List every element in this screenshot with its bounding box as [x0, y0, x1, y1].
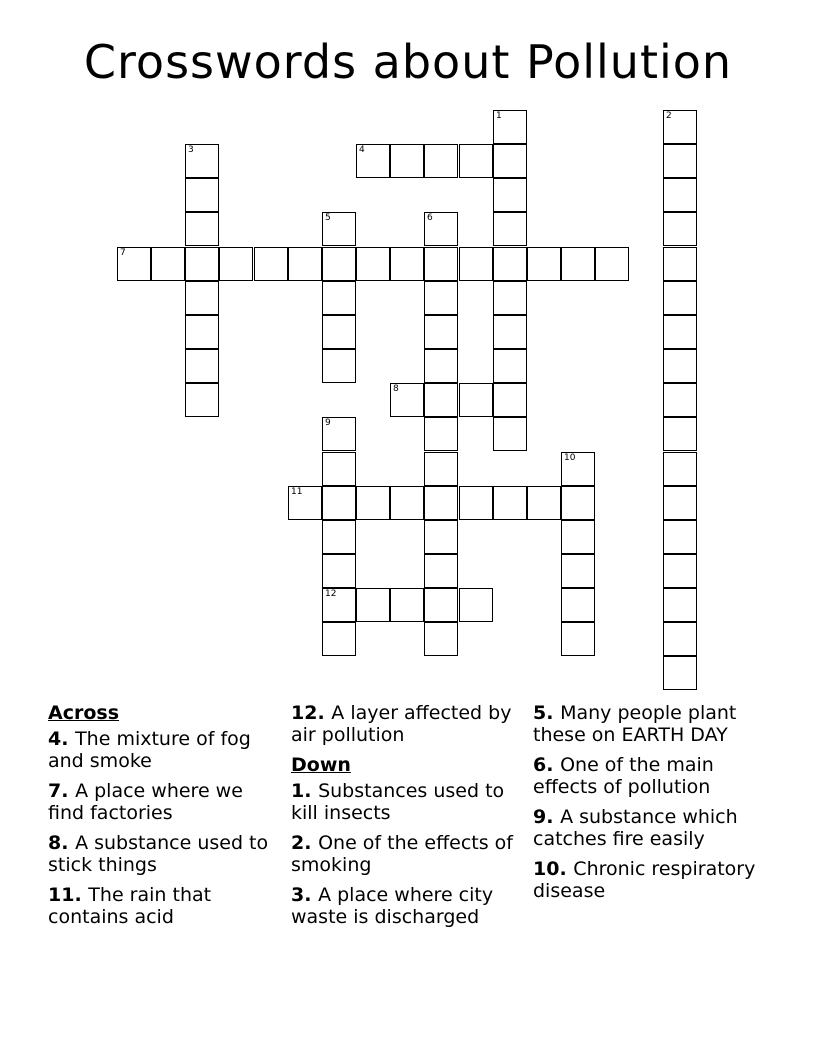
- grid-cell[interactable]: [151, 247, 185, 281]
- grid-cell[interactable]: [459, 383, 493, 417]
- grid-cell[interactable]: [322, 452, 356, 486]
- grid-cell[interactable]: [493, 110, 527, 144]
- clue-number: 4: [359, 145, 365, 155]
- grid-cell[interactable]: [459, 588, 493, 622]
- grid-cell[interactable]: [322, 520, 356, 554]
- grid-cell[interactable]: [663, 486, 697, 520]
- grid-cell[interactable]: [424, 417, 458, 451]
- clue-number: 9: [325, 418, 331, 428]
- grid-cell[interactable]: [561, 588, 595, 622]
- grid-cell[interactable]: [663, 178, 697, 212]
- clues-column-1: [48, 702, 278, 936]
- grid-cell[interactable]: [117, 247, 151, 281]
- clue-number: 3: [188, 145, 194, 155]
- grid-cell[interactable]: [493, 178, 527, 212]
- clue-number: 1: [496, 111, 502, 121]
- grid-cell[interactable]: [390, 486, 424, 520]
- clue-down-5: 5. Many people plant these on EARTH DAY: [533, 702, 737, 746]
- grid-cell[interactable]: [527, 486, 561, 520]
- grid-cell[interactable]: [254, 247, 288, 281]
- grid-cell[interactable]: [424, 349, 458, 383]
- grid-cell[interactable]: [322, 349, 356, 383]
- grid-cell[interactable]: [322, 281, 356, 315]
- clue-down-2: 2. One of the effects of smoking: [291, 832, 513, 876]
- grid-cell[interactable]: [322, 554, 356, 588]
- grid-cell[interactable]: [390, 247, 424, 281]
- grid-cell[interactable]: [424, 486, 458, 520]
- grid-cell[interactable]: [663, 281, 697, 315]
- clues-column-2: [291, 702, 521, 936]
- grid-cell[interactable]: [595, 247, 629, 281]
- grid-cell[interactable]: [390, 588, 424, 622]
- grid-cell[interactable]: [663, 144, 697, 178]
- grid-cell[interactable]: [459, 486, 493, 520]
- grid-cell[interactable]: [424, 247, 458, 281]
- grid-cell[interactable]: [185, 383, 219, 417]
- grid-cell[interactable]: [424, 144, 458, 178]
- clue-across-8: 8. A substance used to stick things: [48, 832, 269, 876]
- grid-cell[interactable]: [356, 588, 390, 622]
- grid-cell[interactable]: [561, 452, 595, 486]
- grid-cell[interactable]: [459, 144, 493, 178]
- grid-cell[interactable]: [322, 212, 356, 246]
- grid-cell[interactable]: [424, 315, 458, 349]
- grid-cell[interactable]: [322, 588, 356, 622]
- grid-cell[interactable]: [424, 588, 458, 622]
- clue-across-7: 7. A place where we find factories: [48, 780, 243, 824]
- grid-cell[interactable]: [663, 622, 697, 656]
- clue-across-4: 4. The mixture of fog and smoke: [48, 728, 251, 772]
- grid-cell[interactable]: [322, 486, 356, 520]
- grid-cell[interactable]: [663, 383, 697, 417]
- grid-cell[interactable]: [424, 212, 458, 246]
- grid-cell[interactable]: [561, 622, 595, 656]
- across-heading: Across: [48, 702, 120, 724]
- grid-cell[interactable]: [561, 486, 595, 520]
- grid-cell[interactable]: [185, 281, 219, 315]
- grid-cell[interactable]: [561, 520, 595, 554]
- clue-across-12: 12. A layer affected by air pollution: [291, 702, 512, 746]
- grid-cell[interactable]: [185, 315, 219, 349]
- clue-across-11: 11. The rain that contains acid: [48, 884, 212, 928]
- clue-number: 11: [291, 487, 303, 497]
- grid-cell[interactable]: [663, 110, 697, 144]
- grid-cell[interactable]: [390, 144, 424, 178]
- grid-cell[interactable]: [527, 247, 561, 281]
- grid-cell[interactable]: [424, 452, 458, 486]
- grid-cell[interactable]: [663, 417, 697, 451]
- grid-cell[interactable]: [390, 383, 424, 417]
- clue-down-1: 1. Substances used to kill insects: [291, 780, 505, 824]
- grid-cell[interactable]: [493, 281, 527, 315]
- clue-number: 5: [325, 213, 331, 223]
- grid-cell[interactable]: [185, 212, 219, 246]
- grid-cell[interactable]: [424, 383, 458, 417]
- grid-cell[interactable]: [322, 622, 356, 656]
- clue-number: 2: [666, 111, 672, 121]
- grid-cell[interactable]: [663, 315, 697, 349]
- grid-cell[interactable]: [219, 247, 253, 281]
- grid-cell[interactable]: [493, 417, 527, 451]
- grid-cell[interactable]: [288, 247, 322, 281]
- grid-cell[interactable]: [424, 554, 458, 588]
- grid-cell[interactable]: [356, 247, 390, 281]
- grid-cell[interactable]: [424, 281, 458, 315]
- clue-down-9: 9. A substance which catches fire easily: [533, 806, 738, 850]
- grid-cell[interactable]: [493, 212, 527, 246]
- clue-number: 6: [427, 213, 433, 223]
- grid-cell[interactable]: [663, 656, 697, 690]
- grid-cell[interactable]: [493, 247, 527, 281]
- grid-cell[interactable]: [493, 486, 527, 520]
- grid-cell[interactable]: [561, 554, 595, 588]
- grid-cell[interactable]: [288, 486, 322, 520]
- grid-cell[interactable]: [663, 452, 697, 486]
- grid-cell[interactable]: [185, 247, 219, 281]
- grid-cell[interactable]: [561, 247, 595, 281]
- grid-cell[interactable]: [356, 144, 390, 178]
- grid-cell[interactable]: [424, 622, 458, 656]
- clue-number: 10: [564, 453, 576, 463]
- grid-cell[interactable]: [663, 349, 697, 383]
- down-heading: Down: [291, 754, 351, 776]
- grid-cell[interactable]: [493, 144, 527, 178]
- grid-cell[interactable]: [356, 486, 390, 520]
- clues-column-3: [533, 702, 763, 910]
- grid-cell[interactable]: [493, 349, 527, 383]
- grid-cell[interactable]: [663, 247, 697, 281]
- clue-number: 7: [120, 248, 126, 258]
- grid-cell[interactable]: [424, 520, 458, 554]
- grid-cell[interactable]: [322, 247, 356, 281]
- grid-cell[interactable]: [663, 554, 697, 588]
- clue-down-10: 10. Chronic respiratory disease: [533, 858, 756, 902]
- grid-cell[interactable]: [663, 212, 697, 246]
- grid-cell[interactable]: [663, 520, 697, 554]
- clue-down-3: 3. A place where city waste is discharged: [291, 884, 494, 928]
- grid-cell[interactable]: [322, 315, 356, 349]
- grid-cell[interactable]: [185, 144, 219, 178]
- clue-number: 8: [393, 384, 399, 394]
- grid-cell[interactable]: [459, 247, 493, 281]
- grid-cell[interactable]: [663, 588, 697, 622]
- grid-cell[interactable]: [185, 349, 219, 383]
- grid-cell[interactable]: [493, 383, 527, 417]
- grid-cell[interactable]: [185, 178, 219, 212]
- page-title: Crosswords about Pollution: [83, 35, 733, 89]
- grid-cell[interactable]: [322, 417, 356, 451]
- clue-down-6: 6. One of the main effects of pollution: [533, 754, 714, 798]
- clue-number: 12: [325, 589, 337, 599]
- grid-cell[interactable]: [493, 315, 527, 349]
